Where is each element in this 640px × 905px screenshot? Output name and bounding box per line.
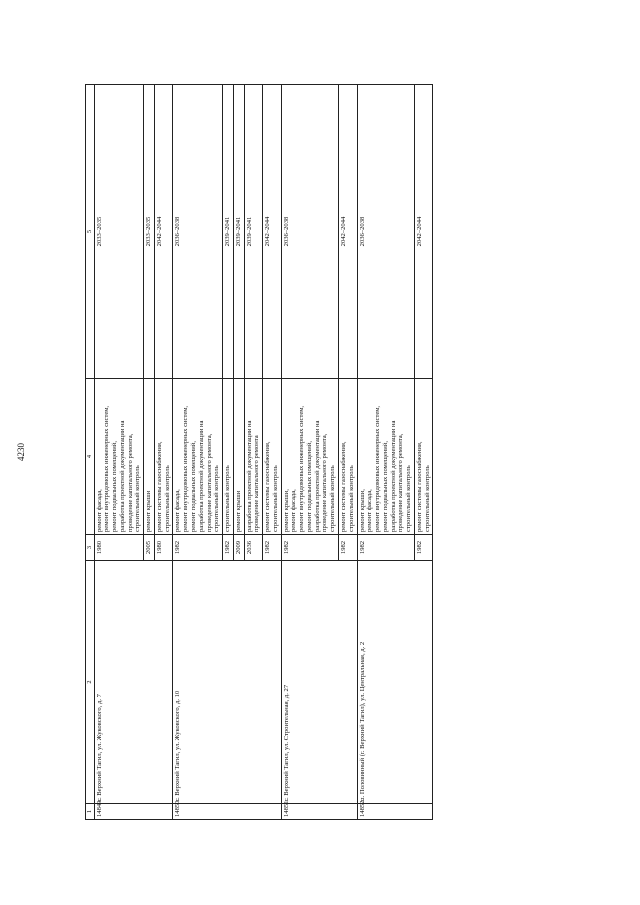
period-cell: 2042–2044 <box>338 85 357 379</box>
work-item: строительный контроль <box>134 465 142 532</box>
work-item: строительный контроль <box>329 465 337 532</box>
work-item: строительный контроль <box>163 465 171 532</box>
address-cell: г. Верхний Тагил, ул. Жуковского, д. 10 <box>173 561 281 804</box>
work-item: проведение капитального ремонта <box>253 435 261 532</box>
year-cell: 2005 <box>144 535 155 561</box>
work-item: ремонт внутридомовых инженерных систем, <box>103 405 111 532</box>
works-cell <box>414 379 433 535</box>
column-header: 2 <box>86 561 95 804</box>
work-item: ремонт внутридомовых инженерных систем, <box>182 405 190 532</box>
year-cell: 1982 <box>357 535 414 561</box>
work-item: строительный контроль <box>423 465 431 532</box>
works-cell <box>94 379 144 535</box>
work-item: строительный контроль <box>271 465 279 532</box>
work-item: разработка проектной документации на <box>197 420 205 532</box>
work-item: разработка проектной документации на <box>118 420 126 532</box>
period-cell: 2039–2041 <box>233 85 244 379</box>
period-cell: 2036–2038 <box>173 85 223 379</box>
work-item: строительный контроль <box>213 465 221 532</box>
work-item: ремонт подвальных помещений, <box>381 441 389 532</box>
period-cell: 2042–2044 <box>414 85 433 379</box>
work-item: ремонт фасада, <box>290 489 298 532</box>
work-item: проведение капитального ремонта, <box>205 433 213 532</box>
year-cell: 1982 <box>338 535 357 561</box>
work-item: строительный контроль <box>405 465 413 532</box>
year-cell: 1982 <box>414 535 433 561</box>
works-cell <box>233 379 244 535</box>
header-row <box>86 85 95 820</box>
year-cell: 1982 <box>223 535 234 561</box>
table-frame <box>85 85 640 820</box>
work-item: ремонт крыши, <box>358 489 366 532</box>
work-item: ремонт системы газоснабжения, <box>339 441 347 532</box>
work-item: проведение капитального ремонта, <box>126 433 134 532</box>
year-cell: 1980 <box>154 535 173 561</box>
period-cell: 2033–2035 <box>94 85 144 379</box>
column-header: 5 <box>86 85 95 379</box>
work-item: ремонт внутридомовых инженерных систем, <box>374 405 382 532</box>
work-item: ремонт системы газоснабжения, <box>264 441 272 532</box>
works-cell <box>263 379 282 535</box>
work-item: проведение капитального ремонта, <box>397 433 405 532</box>
works-cell <box>173 379 223 535</box>
work-item: проведение капитального ремонта, <box>321 433 329 532</box>
works-cell <box>223 379 234 535</box>
work-item: ремонт подвальных помещений, <box>189 441 197 532</box>
repair-schedule-table <box>85 84 433 820</box>
table-body <box>94 85 433 820</box>
works-cell <box>281 379 338 535</box>
work-item: ремонт подвальных помещений, <box>111 441 119 532</box>
period-cell: 2042–2044 <box>263 85 282 379</box>
work-item: ремонт крыши <box>145 490 153 532</box>
table-row <box>281 85 338 820</box>
period-cell: 2036–2038 <box>281 85 338 379</box>
year-cell: 1982 <box>263 535 282 561</box>
column-header: 1 <box>86 804 95 820</box>
row-number: 14850. <box>173 804 281 820</box>
table-row <box>173 85 223 820</box>
address-cell: г. Верхний Тагил, ул. Строительная, д. 27 <box>281 561 357 804</box>
year-cell: 1980 <box>94 535 144 561</box>
work-item: ремонт системы газоснабжения, <box>415 441 423 532</box>
work-item: ремонт крыши, <box>282 489 290 532</box>
period-cell: 2039–2041 <box>223 85 234 379</box>
row-number: 14851. <box>281 804 357 820</box>
address-cell: г. Верхний Тагил, ул. Жуковского, д. 7 <box>94 561 173 804</box>
work-item: ремонт подвальных помещений, <box>305 441 313 532</box>
work-item: строительный контроль <box>224 465 232 532</box>
table-row <box>94 85 144 820</box>
works-cell <box>244 379 263 535</box>
row-number: 14849. <box>94 804 173 820</box>
work-item: ремонт крыши <box>234 490 242 532</box>
work-item: разработка проектной документации на <box>313 420 321 532</box>
work-item: ремонт внутридомовых инженерных систем, <box>298 405 306 532</box>
column-header: 3 <box>86 535 95 561</box>
period-cell: 2036–2038 <box>357 85 414 379</box>
work-item: строительный контроль <box>347 465 355 532</box>
page-number: 4230 <box>16 443 26 461</box>
work-item: ремонт системы газоснабжения, <box>155 441 163 532</box>
works-cell <box>144 379 155 535</box>
address-cell: п. Половинный (г. Верхний Тагил), ул. Центральная, д. 2 <box>357 561 433 804</box>
work-item: ремонт фасада, <box>95 489 103 532</box>
row-number: 14852. <box>357 804 433 820</box>
period-cell: 2039–2041 <box>244 85 263 379</box>
rotated-page <box>85 85 640 820</box>
work-item: ремонт фасада, <box>366 489 374 532</box>
year-cell: 2009 <box>233 535 244 561</box>
table-row <box>357 85 414 820</box>
works-cell <box>338 379 357 535</box>
period-cell: 2042–2044 <box>154 85 173 379</box>
year-cell: 1982 <box>173 535 223 561</box>
work-item: разработка проектной документации на <box>245 420 253 532</box>
works-cell <box>357 379 414 535</box>
year-cell: 1982 <box>281 535 338 561</box>
period-cell: 2033–2035 <box>144 85 155 379</box>
work-item: разработка проектной документации на <box>389 420 397 532</box>
work-item: ремонт фасада, <box>174 489 182 532</box>
works-cell <box>154 379 173 535</box>
column-header: 4 <box>86 379 95 535</box>
year-cell: 2036 <box>244 535 263 561</box>
